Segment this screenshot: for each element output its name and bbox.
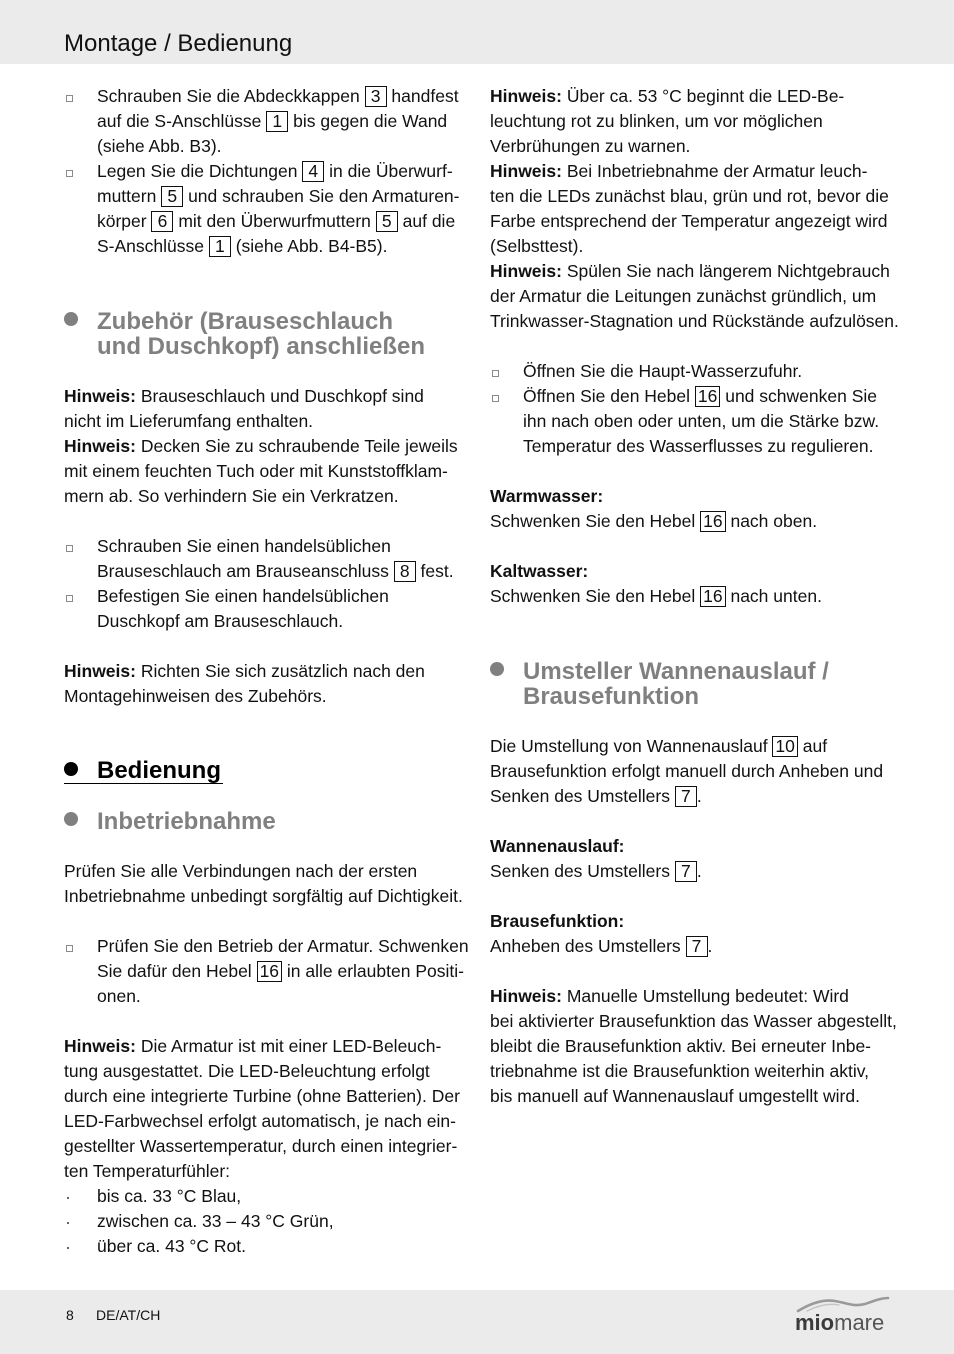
line-text: Sie dafür den Hebel (97, 961, 257, 981)
warm-water-block (490, 484, 890, 534)
line-text: Prüfen Sie den Betrieb der Armatur. Schwenken (97, 936, 469, 956)
line-text: nach unten. (725, 586, 822, 606)
note-manual-switch (490, 984, 897, 1109)
led-color-item (64, 1209, 464, 1234)
logo-wordmark (795, 1311, 884, 1335)
note-label: Hinweis: (490, 86, 562, 106)
spacer (490, 809, 890, 834)
heading-line: Brausefunktion (523, 683, 700, 710)
note-label: Hinweis: (64, 1036, 136, 1056)
list-item-showerhead (64, 584, 464, 634)
section-heading-startup (64, 809, 464, 834)
text-line: ten die LEDs zunächst blau, grün und rot, bevor die (490, 186, 889, 206)
square-bullet-icon (66, 595, 73, 602)
text-line: ten Temperaturfühler: (64, 1161, 231, 1181)
page-title: Montage / Bedienung (64, 30, 293, 57)
spacer (64, 1009, 464, 1034)
note-label: Hinweis: (64, 661, 136, 681)
footer-band (0, 1290, 954, 1354)
led-color-item (64, 1234, 464, 1259)
left-column (64, 84, 469, 1259)
text-line: LED-Farbwechsel erfolgt automatisch, je nach ein- (64, 1111, 456, 1131)
note-led (64, 1034, 464, 1184)
logo-text-light: mare (834, 1310, 885, 1335)
line-text: fest. (415, 561, 454, 581)
line-text: Spülen Sie nach längerem Nichtgebrauch (561, 261, 890, 281)
line-text: auf (797, 736, 828, 756)
text-line (523, 434, 890, 459)
square-bullet-icon (66, 545, 73, 552)
text-line (64, 434, 464, 459)
part-number-box: 7 (675, 861, 697, 882)
text-line: mit einem feuchten Tuch oder mit Kunststoffklam- (64, 461, 448, 481)
part-number-box: 1 (266, 111, 288, 132)
line-text: Brauseschlauch und Duschkopf sind (135, 386, 424, 406)
text-line (490, 509, 890, 534)
dot-bullet-icon (67, 1222, 69, 1224)
line-text: körper (97, 211, 152, 231)
text-line (490, 734, 890, 759)
part-number-box: 16 (695, 386, 720, 407)
line-text: Schwenken Sie den Hebel (490, 586, 701, 606)
list-item-check-operation (64, 934, 469, 1009)
text-line: bei aktivierter Brausefunktion das Wasser abgestellt, (490, 1011, 897, 1031)
line-text: (siehe Abb. B3). (97, 136, 222, 156)
text-line (97, 84, 464, 109)
text-line: mern ab. So verhindern Sie ein Verkratzen. (64, 486, 399, 506)
text-line: nicht im Lieferumfang enthalten. (64, 411, 314, 431)
note-selftest (490, 159, 890, 259)
part-number-box: 16 (700, 586, 725, 607)
spacer (64, 834, 464, 859)
heading-line: und Duschkopf) anschließen (97, 333, 426, 360)
list-item-hose (64, 534, 464, 584)
text-line (97, 584, 464, 609)
heading-line: Inbetriebnahme (97, 808, 276, 835)
line-text: auf die S-Anschlüsse (97, 111, 267, 131)
spacer (490, 709, 890, 734)
heading-bullet-icon (64, 312, 78, 326)
list-item-open-lever (490, 384, 890, 459)
spacer (64, 509, 464, 534)
text-line: Prüfen Sie alle Verbindungen nach der ersten (64, 861, 418, 881)
dot-bullet-icon (67, 1247, 69, 1249)
part-number-box: 16 (700, 511, 725, 532)
square-bullet-icon (66, 170, 73, 177)
line-text: Die Armatur ist mit einer LED-Beleuch- (135, 1036, 442, 1056)
dot-bullet-icon (67, 1197, 69, 1199)
note-scope (64, 384, 464, 434)
text-line (97, 534, 464, 559)
line-text: und schwenken Sie (720, 386, 877, 406)
text-line (490, 784, 890, 809)
line-text: Brauseschlauch am Brauseanschluss (97, 561, 394, 581)
note-label: Hinweis: (490, 261, 562, 281)
text-line: Inbetriebnahme unbedingt sorgfältig auf Dichtigkeit. (64, 886, 463, 906)
heading-bullet-icon (64, 762, 78, 776)
note-label: Hinweis: (64, 386, 136, 406)
text-line (490, 984, 890, 1009)
line-text: und schrauben Sie den Armaturen- (183, 186, 460, 206)
line-text: Decken Sie zu schraubende Teile jeweils (135, 436, 458, 456)
part-number-box: 8 (394, 561, 416, 582)
text-line (97, 934, 469, 959)
spacer (64, 784, 464, 809)
part-number-box: 7 (686, 936, 708, 957)
line-text: nach oben. (725, 511, 818, 531)
heading-line: Umsteller Wannenauslauf / (523, 658, 829, 685)
text-line (523, 384, 890, 409)
line-text: Befestigen Sie einen handelsüblichen (97, 586, 389, 606)
diverter-intro (490, 734, 890, 809)
heading-bullet-icon (64, 812, 78, 826)
text-line: durch eine integrierte Turbine (ohne Batterien). Der (64, 1086, 460, 1106)
section-heading-diverter (490, 659, 890, 709)
square-bullet-icon (66, 945, 73, 952)
line-text: Öffnen Sie den Hebel (523, 386, 695, 406)
line-text: Anheben des Umstellers (490, 936, 686, 956)
line-text: Senken des Umstellers (490, 786, 675, 806)
note-accessory (64, 659, 464, 709)
line-text: Schwenken Sie den Hebel (490, 511, 701, 531)
text-line (97, 109, 464, 134)
spacer (64, 259, 464, 309)
line-text: handfest (386, 86, 459, 106)
line-text: ihn nach oben oder unten, um die Stärke bzw. (523, 411, 880, 431)
led-color-item (64, 1184, 464, 1209)
text-line (64, 659, 464, 684)
section-heading-accessories (64, 309, 464, 359)
spacer (64, 709, 464, 759)
note-label: Hinweis: (490, 161, 562, 181)
text-line (97, 234, 464, 259)
line-text: mit den Überwurfmuttern (173, 211, 376, 231)
text-line (490, 584, 890, 609)
text-line: Trinkwasser-Stagnation und Rückstände aufzulösen. (490, 311, 899, 331)
spacer (64, 359, 464, 384)
list-item-open-supply (490, 359, 890, 384)
line-text: Legen Sie die Dichtungen (97, 161, 303, 181)
spacer (490, 959, 890, 984)
text-line: der Armatur die Leitungen zunächst gründlich, um (490, 286, 877, 306)
list-item-screw-caps (64, 84, 464, 159)
text-line (97, 134, 464, 159)
line-text: Über ca. 53 °C beginnt die LED-Be- (561, 86, 845, 106)
logo-text-bold: mio (795, 1310, 835, 1335)
note-label: Hinweis: (490, 986, 562, 1006)
text-line: gestellter Wassertemperatur, durch einen integrier- (64, 1136, 458, 1156)
text-line: Farbe entsprechend der Temperatur angezeigt wird (490, 211, 888, 231)
text-line (523, 359, 890, 384)
text-line: bis ca. 33 °C Blau, (97, 1186, 242, 1206)
text-line (97, 209, 464, 234)
line-text: auf die (397, 211, 456, 231)
line-text: Manuelle Umstellung bedeutet: Wird (561, 986, 849, 1006)
spacer (64, 909, 464, 934)
part-number-box: 10 (772, 736, 797, 757)
part-number-box: 6 (151, 211, 173, 232)
spacer (64, 634, 464, 659)
text-line: bleibt die Brausefunktion aktiv. Bei erneuter Inbe- (490, 1036, 872, 1056)
square-bullet-icon (492, 370, 499, 377)
subheading: Brausefunktion: (490, 911, 625, 931)
part-number-box: 5 (376, 211, 398, 232)
text-line: über ca. 43 °C Rot. (97, 1236, 247, 1256)
text-line (97, 159, 464, 184)
text-line (97, 184, 464, 209)
text-line (490, 159, 890, 184)
note-flush (490, 259, 899, 334)
note-cover (64, 434, 464, 509)
line-text: S-Anschlüsse (97, 236, 209, 256)
page-number: 8 (66, 1307, 74, 1323)
text-line (97, 559, 464, 584)
startup-intro (64, 859, 464, 909)
line-text: muttern (97, 186, 162, 206)
text-line (490, 859, 890, 884)
text-line (490, 84, 890, 109)
part-number-box: 3 (365, 86, 387, 107)
text-line: Montagehinweisen des Zubehörs. (64, 686, 327, 706)
line-text: . (696, 861, 702, 881)
text-line: Verbrühungen zu warnen. (490, 136, 691, 156)
part-number-box: 16 (257, 961, 282, 982)
line-text: . (707, 936, 713, 956)
text-line: triebnahme ist die Brausefunktion weiterhin aktiv, (490, 1061, 870, 1081)
line-text: Öffnen Sie die Haupt-Wasserzufuhr. (523, 361, 803, 381)
text-line (490, 259, 890, 284)
line-text: Schrauben Sie einen handelsüblichen (97, 536, 391, 556)
text-line (97, 609, 464, 634)
text-line (97, 959, 464, 984)
part-number-box: 4 (302, 161, 324, 182)
part-number-box: 1 (209, 236, 231, 257)
cold-water-block (490, 559, 890, 609)
text-line (97, 984, 464, 1009)
line-text: . (696, 786, 702, 806)
text-line: (Selbsttest). (490, 236, 584, 256)
heading-line: Bedienung (97, 757, 221, 784)
heading-line: Zubehör (Brauseschlauch (97, 308, 394, 335)
line-text: (siehe Abb. B4-B5). (230, 236, 388, 256)
subheading: Kaltwasser: (490, 561, 589, 581)
header-band (0, 0, 954, 64)
text-line: zwischen ca. 33 – 43 °C Grün, (97, 1211, 334, 1231)
text-line: leuchtung rot zu blinken, um vor möglichen (490, 111, 823, 131)
spacer (490, 459, 890, 484)
text-line (64, 1034, 464, 1059)
line-text: Duschkopf am Brauseschlauch. (97, 611, 344, 631)
line-text: in die Überwurf- (324, 161, 453, 181)
text-line: tung ausgestattet. Die LED-Beleuchtung erfolgt (64, 1061, 430, 1081)
list-item-seals (64, 159, 464, 259)
spacer (490, 884, 890, 909)
square-bullet-icon (492, 395, 499, 402)
text-line (490, 934, 890, 959)
line-text: Schrauben Sie die Abdeckkappen (97, 86, 365, 106)
spacer (490, 609, 890, 659)
part-number-box: 7 (675, 786, 697, 807)
right-column (490, 84, 899, 1109)
square-bullet-icon (66, 95, 73, 102)
line-text: Die Umstellung von Wannenauslauf (490, 736, 773, 756)
line-text: in alle erlaubten Positi- (282, 961, 464, 981)
section-heading-operation (64, 759, 223, 784)
line-text: Richten Sie sich zusätzlich nach den (135, 661, 425, 681)
spacer (490, 334, 890, 359)
miomare-logo (793, 1294, 891, 1340)
line-text: Brausefunktion erfolgt manuell durch Anheben und (490, 761, 884, 781)
text-line: bis manuell auf Wannenauslauf umgestellt wird. (490, 1086, 860, 1106)
region-code: DE/AT/CH (96, 1307, 161, 1323)
subheading: Wannenauslauf: (490, 836, 625, 856)
part-number-box: 5 (161, 186, 183, 207)
shower-function-block (490, 909, 890, 959)
line-text: Bei Inbetriebnahme der Armatur leuch- (561, 161, 868, 181)
heading-bullet-icon (490, 662, 504, 676)
line-text: bis gegen die Wand (288, 111, 448, 131)
note-label: Hinweis: (64, 436, 136, 456)
tub-spout-block (490, 834, 890, 884)
line-text: onen. (97, 986, 141, 1006)
note-hot-water (490, 84, 890, 159)
text-line (490, 759, 890, 784)
spacer (490, 534, 890, 559)
text-line (64, 384, 464, 409)
line-text: Senken des Umstellers (490, 861, 675, 881)
subheading: Warmwasser: (490, 486, 604, 506)
text-line (523, 409, 890, 434)
line-text: Temperatur des Wasserflusses zu regulieren. (523, 436, 874, 456)
